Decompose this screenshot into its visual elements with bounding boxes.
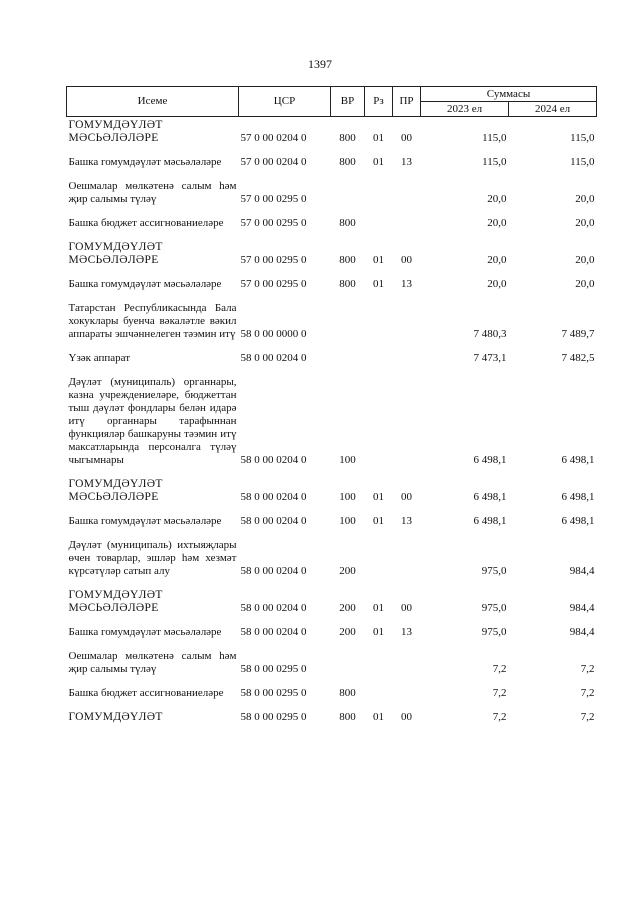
row-rz: 01 <box>373 278 384 290</box>
row-vr <box>331 294 365 344</box>
row-vr: 100 <box>339 454 356 466</box>
row-2024: 984,4 <box>569 565 595 577</box>
table-row <box>67 507 597 531</box>
header-rz: Рз <box>365 87 393 117</box>
row-name: Татарстан Республикасында Бала хокуклары буенча вәкаләтле вәкил аппараты эшчәннелеген тәэмин итү <box>68 302 237 340</box>
table-row <box>67 172 597 209</box>
row-csr: 58 0 00 0204 0 <box>240 602 307 614</box>
row-name: ГОМУМДӘҮЛӘТ МӘСЬӘЛӘЛӘРЕ <box>68 478 163 503</box>
row-pr: 13 <box>401 515 412 527</box>
row-rz: 01 <box>373 491 384 503</box>
table-row <box>67 117 597 149</box>
table-row <box>67 581 597 618</box>
header-csr: ЦСР <box>239 87 331 117</box>
row-2024: 20,0 <box>575 278 595 290</box>
row-vr: 200 <box>339 626 356 638</box>
table-row <box>67 233 597 270</box>
header-name: Исеме <box>67 87 239 117</box>
row-pr: 00 <box>401 711 412 723</box>
table-row <box>67 209 597 233</box>
table-row <box>67 531 597 581</box>
table-row <box>67 618 597 642</box>
row-2023: 20,0 <box>487 217 507 229</box>
row-rz: 01 <box>373 515 384 527</box>
row-vr: 800 <box>339 132 356 144</box>
row-2024: 7 489,7 <box>561 328 595 340</box>
row-name: Башка бюджет ассигнованиеләре <box>68 687 224 699</box>
header-year-2024: 2024 ел <box>509 102 597 117</box>
row-2023: 115,0 <box>482 156 507 168</box>
header-year-2023: 2023 ел <box>421 102 509 117</box>
row-vr: 800 <box>339 711 356 723</box>
row-2023: 975,0 <box>481 602 507 614</box>
row-name: ГОМУМДӘҮЛӘТ МӘСЬӘЛӘЛӘРЕ <box>68 589 163 614</box>
row-2024: 7 482,5 <box>561 352 595 364</box>
row-rz: 01 <box>373 626 384 638</box>
row-csr: 57 0 00 0295 0 <box>240 278 307 290</box>
row-2024: 115,0 <box>570 156 595 168</box>
row-name: Башка гомумдәүләт мәсьәләләре <box>68 515 222 527</box>
budget-table <box>66 86 597 727</box>
row-pr <box>393 531 421 581</box>
row-csr: 58 0 00 0204 0 <box>240 515 307 527</box>
row-name: Оешмалар мөлкәтенә салым һәм җир салымы түләү <box>68 650 237 675</box>
row-vr: 800 <box>339 156 356 168</box>
row-rz: 01 <box>373 711 384 723</box>
row-name: Башка бюджет ассигнованиеләре <box>68 217 224 229</box>
row-2024: 6 498,1 <box>561 491 595 503</box>
row-vr: 200 <box>339 602 356 614</box>
row-pr <box>393 344 421 368</box>
row-rz: 01 <box>373 254 384 266</box>
row-pr: 13 <box>401 278 412 290</box>
row-pr: 00 <box>401 254 412 266</box>
row-name: ГОМУМДӘҮЛӘТ МӘСЬӘЛӘЛӘРЕ <box>68 119 163 144</box>
row-2023: 7,2 <box>492 663 507 675</box>
row-name: Башка гомумдәүләт мәсьәләләре <box>68 278 222 290</box>
row-rz <box>365 294 393 344</box>
row-csr: 58 0 00 0204 0 <box>240 626 307 638</box>
row-name: ГОМУМДӘҮЛӘТ <box>68 711 163 723</box>
row-2023: 975,0 <box>481 626 507 638</box>
row-csr: 57 0 00 0295 0 <box>240 193 307 205</box>
row-csr: 58 0 00 0204 0 <box>240 565 307 577</box>
row-2024: 115,0 <box>570 132 595 144</box>
row-2024: 984,4 <box>569 626 595 638</box>
row-2024: 20,0 <box>575 254 595 266</box>
row-pr <box>393 368 421 470</box>
row-2023: 6 498,1 <box>473 454 507 466</box>
row-rz <box>365 209 393 233</box>
row-vr <box>331 642 365 679</box>
row-pr: 00 <box>401 602 412 614</box>
row-pr <box>393 642 421 679</box>
row-2023: 7 480,3 <box>473 328 507 340</box>
row-pr: 00 <box>401 491 412 503</box>
row-2023: 6 498,1 <box>473 515 507 527</box>
row-rz: 01 <box>373 156 384 168</box>
row-csr: 57 0 00 0295 0 <box>240 217 307 229</box>
table-row <box>67 294 597 344</box>
row-name: Башка гомумдәүләт мәсьәләләре <box>68 156 222 168</box>
row-csr: 57 0 00 0295 0 <box>240 254 307 266</box>
row-2024: 20,0 <box>575 193 595 205</box>
header-sums: Суммасы <box>421 87 597 102</box>
row-csr: 57 0 00 0204 0 <box>240 156 307 168</box>
row-2023: 7,2 <box>492 711 507 723</box>
row-2023: 975,0 <box>481 565 507 577</box>
row-rz <box>365 172 393 209</box>
row-2024: 984,4 <box>569 602 595 614</box>
row-csr: 58 0 00 0204 0 <box>240 491 307 503</box>
row-2024: 6 498,1 <box>561 454 595 466</box>
row-csr: 58 0 00 0000 0 <box>240 328 307 340</box>
table-row <box>67 270 597 294</box>
row-csr: 58 0 00 0204 0 <box>240 454 307 466</box>
table-row <box>67 148 597 172</box>
row-rz <box>365 368 393 470</box>
row-csr: 58 0 00 0295 0 <box>240 687 307 699</box>
row-rz <box>365 679 393 703</box>
row-2023: 20,0 <box>487 254 507 266</box>
page-number: 1397 <box>308 57 332 71</box>
row-name: Дәүләт (муниципаль) ихтыяҗлары өчен товарлар, эшләр һәм хезмәт күрсәтүләр сатып алу <box>68 539 237 577</box>
row-2024: 7,2 <box>580 687 595 699</box>
row-rz: 01 <box>373 132 384 144</box>
row-vr: 100 <box>339 491 356 503</box>
row-name: Башка гомумдәүләт мәсьәләләре <box>68 626 222 638</box>
row-csr: 58 0 00 0295 0 <box>240 663 307 675</box>
row-pr: 00 <box>401 132 412 144</box>
row-name: Оешмалар мөлкәтенә салым һәм җир салымы түләү <box>68 180 237 205</box>
row-rz <box>365 642 393 679</box>
row-vr: 800 <box>339 687 356 699</box>
row-rz <box>365 531 393 581</box>
row-vr: 800 <box>339 217 356 229</box>
row-2024: 7,2 <box>580 663 595 675</box>
table-row <box>67 368 597 470</box>
row-2024: 6 498,1 <box>561 515 595 527</box>
row-pr: 13 <box>401 626 412 638</box>
row-name: ГОМУМДӘҮЛӘТ МӘСЬӘЛӘЛӘРЕ <box>68 241 163 266</box>
row-2023: 20,0 <box>487 193 507 205</box>
row-pr <box>393 209 421 233</box>
row-2023: 20,0 <box>487 278 507 290</box>
row-name: Дәүләт (муниципаль) органнары, казна учреждениеләре, бюджеттан тыш дәүләт фондлары белән идарә итү органнары тарафыннан функцияләр башкаруны тәэмин итү максатларында персоналга түләү чыгымнары <box>68 376 237 466</box>
row-2024: 7,2 <box>580 711 595 723</box>
row-vr: 800 <box>339 278 356 290</box>
row-vr <box>331 172 365 209</box>
table-row <box>67 642 597 679</box>
row-rz <box>365 344 393 368</box>
row-csr: 57 0 00 0204 0 <box>240 132 307 144</box>
table-row <box>67 679 597 703</box>
row-vr <box>331 344 365 368</box>
row-vr: 100 <box>339 515 356 527</box>
row-pr: 13 <box>401 156 412 168</box>
header-vr: ВР <box>331 87 365 117</box>
table-row <box>67 344 597 368</box>
row-vr: 800 <box>339 254 356 266</box>
row-2024: 20,0 <box>575 217 595 229</box>
row-pr <box>393 294 421 344</box>
row-rz: 01 <box>373 602 384 614</box>
row-csr: 58 0 00 0295 0 <box>240 711 307 723</box>
header-pr: ПР <box>393 87 421 117</box>
row-pr <box>393 679 421 703</box>
table-row <box>67 703 597 727</box>
row-vr: 200 <box>339 565 356 577</box>
row-pr <box>393 172 421 209</box>
table-row <box>67 470 597 507</box>
row-2023: 6 498,1 <box>473 491 507 503</box>
row-name: Үзәк аппарат <box>68 352 131 364</box>
row-csr: 58 0 00 0204 0 <box>240 352 307 364</box>
row-2023: 115,0 <box>482 132 507 144</box>
row-2023: 7 473,1 <box>473 352 507 364</box>
row-2023: 7,2 <box>492 687 507 699</box>
